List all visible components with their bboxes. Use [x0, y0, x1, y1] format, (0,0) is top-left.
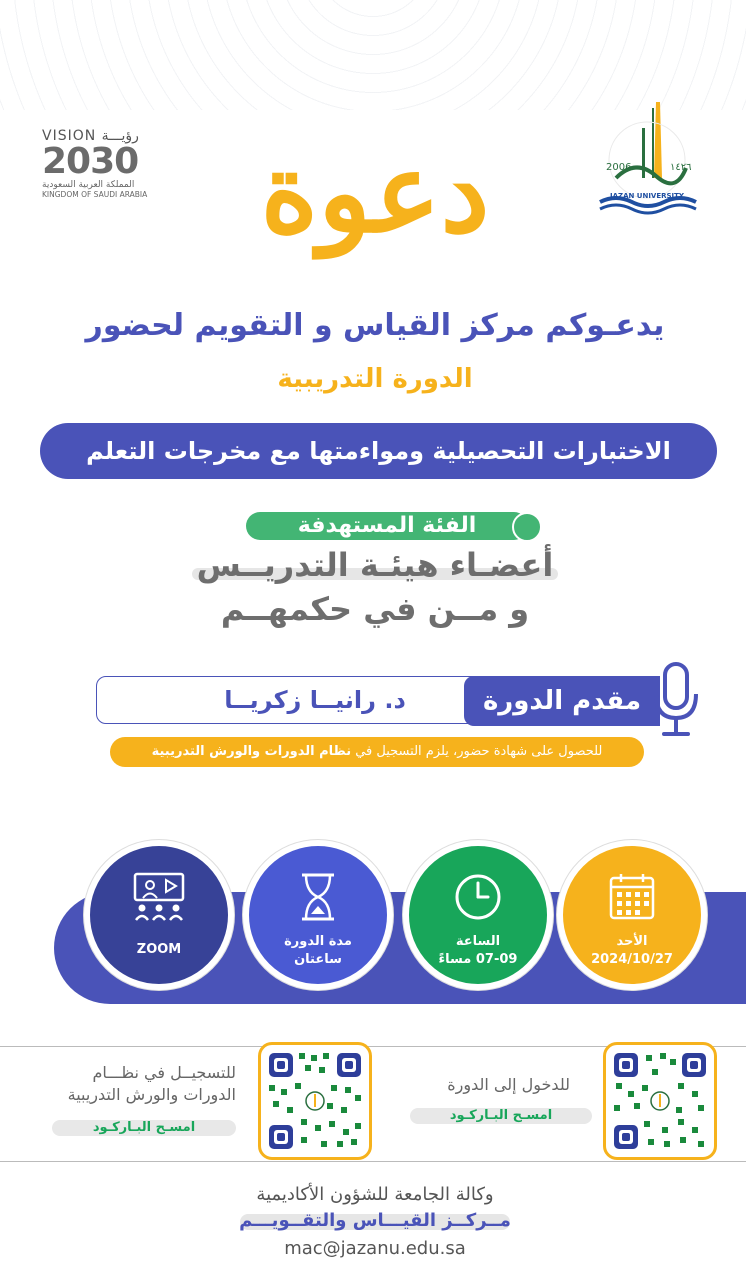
duration-label: مدة الدورة	[284, 934, 352, 949]
audience-line-2: و مــن في حكمهــم	[220, 590, 530, 628]
enter-course-instructions: للدخول إلى الدورة	[447, 1075, 570, 1094]
presenter-name: د. رانيــا زكريــا	[224, 686, 406, 714]
vision-kingdom-ar: المملكة العربية السعودية	[42, 180, 135, 190]
register-scan-label: امسـح البـاركـود	[52, 1120, 236, 1136]
vision-arabic-label: رؤيـــة	[101, 128, 139, 144]
university-year-hijri: ١٤٢٦	[670, 162, 692, 173]
certificate-note	[110, 737, 644, 767]
contact-email[interactable]: mac@jazanu.edu.sa	[284, 1238, 466, 1259]
platform-circle	[84, 840, 234, 990]
date-circle	[557, 840, 707, 990]
presenter-label: مقدم الدورة	[464, 676, 660, 726]
microphone-icon	[648, 660, 704, 740]
center-name: مــركــز القيـــاس والتقــويـــم	[239, 1210, 511, 1231]
vision-2030-logo	[42, 128, 162, 199]
register-qr-code[interactable]	[258, 1042, 372, 1160]
vision-kingdom-en: KINGDOM OF SAUDI ARABIA	[42, 190, 148, 199]
enter-scan-label: امسـح البـاركـود	[410, 1108, 592, 1124]
hourglass-icon	[298, 872, 338, 926]
clock-icon	[453, 872, 503, 926]
audience-line-1: أعضـاء هيئـة التدريــس	[196, 546, 554, 584]
duration-value: ساعتان	[294, 952, 342, 967]
university-name: JAZAN UNIVERSITY	[609, 192, 685, 200]
time-circle	[403, 840, 553, 990]
time-label: الساعة	[455, 934, 501, 949]
vision-year: 2030	[42, 141, 139, 182]
certificate-system-name: نظام الدورات والورش التدريبية	[151, 744, 352, 759]
target-audience-dot	[512, 512, 542, 542]
video-conference-icon	[132, 872, 186, 926]
university-year-greg: 2006	[606, 162, 632, 173]
jazan-university-logo	[596, 98, 698, 216]
platform-name: ZOOM	[136, 942, 182, 957]
enter-course-qr-code[interactable]	[603, 1042, 717, 1160]
duration-circle	[243, 840, 393, 990]
vision-label: VISION	[42, 128, 97, 144]
divider-bottom	[0, 1161, 746, 1162]
register-instructions: للتسجيــل في نظـــام الدورات والورش التدريبية	[67, 1063, 236, 1104]
day-label: الأحد	[616, 934, 648, 949]
course-title: الاختبارات التحصيلية ومواءمتها مع مخرجات التعلم	[40, 423, 717, 479]
decorative-header-pattern	[0, 0, 746, 110]
course-type-label: الدورة التدريبية	[277, 364, 473, 394]
certificate-text: للحصول على شهادة حضور، يلزم التسجيل في	[355, 744, 603, 759]
date-value: 2024/10/27	[591, 952, 673, 967]
time-value: 07-09 مساءً	[438, 952, 518, 967]
target-audience-label: الفئة المستهدفة	[246, 512, 528, 540]
calendar-icon	[608, 872, 656, 926]
invitation-calligraphy: دعوة	[260, 128, 490, 257]
invitation-line: يدعـوكم مركز القياس و التقويم لحضور	[85, 308, 665, 343]
agency-name: وكالة الجامعة للشؤون الأكاديمية	[256, 1184, 494, 1205]
